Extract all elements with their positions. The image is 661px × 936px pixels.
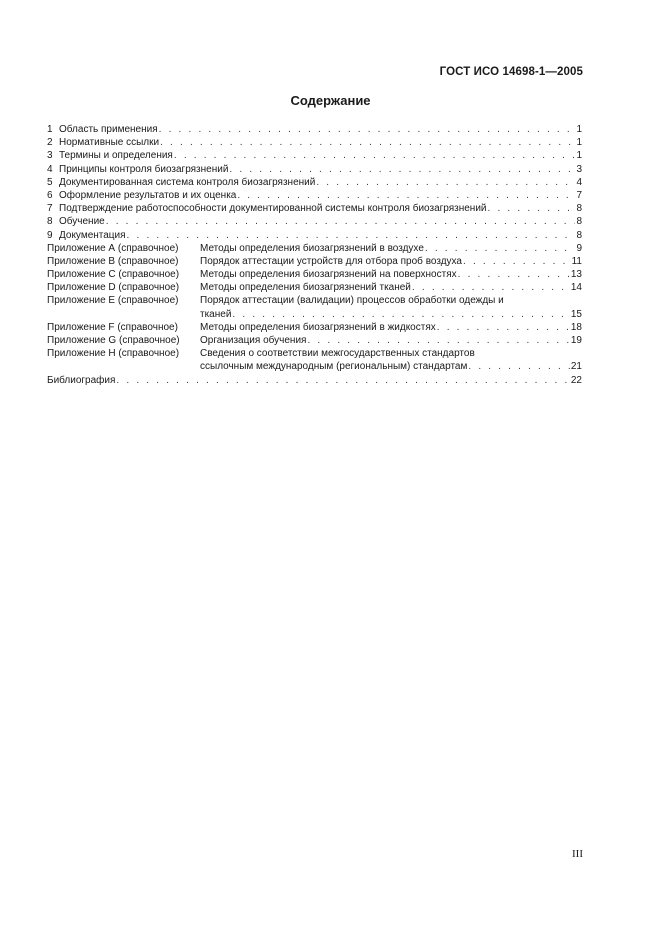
toc-entry-label: Документированная система контроля биозагрязнений <box>59 176 316 188</box>
toc-entry-page: 11 <box>571 255 582 267</box>
toc-entry-appendix-g[interactable] <box>47 334 582 347</box>
toc-entry-section-5[interactable]: 5 Документированная система контроля биозагрязнений . . . 4 <box>47 176 582 189</box>
toc-entry-section-6[interactable]: 6 Оформление результатов и их оценка . . . 7 <box>47 189 582 202</box>
toc-entry-label: Методы определения биозагрязнений в воздухе <box>200 242 424 254</box>
toc-entry-label: Порядок аттестации устройств для отбора проб воздуха <box>200 255 462 267</box>
toc-entry-label: Методы определения биозагрязнений тканей <box>200 282 411 294</box>
page-number: III <box>572 848 583 860</box>
toc-entry-page: 15 <box>570 308 582 320</box>
toc-entry-page: 1 <box>576 124 582 135</box>
toc-entry-appendix-d[interactable] <box>47 281 582 294</box>
toc-entry-page: 3 <box>576 163 582 175</box>
toc-entry-page: 1 <box>576 137 582 149</box>
toc-entry-label-continued: ссылочным международным (региональным) стандартам <box>200 361 468 373</box>
toc-entry-appendix-f[interactable] <box>47 321 582 334</box>
toc-entry-prefix: Приложение D (справочное) <box>47 282 180 294</box>
toc-entry-prefix: Приложение Н (справочное) <box>47 348 180 360</box>
toc-entry-page: 19 <box>570 335 582 346</box>
toc-entry-page: 8 <box>576 203 582 215</box>
toc-entry-label: Принципы контроля биозагрязнений <box>59 163 229 175</box>
toc-entry-section-2[interactable]: 2 Нормативные ссылки . . . 1 <box>47 136 582 149</box>
toc-entry-page: 13 <box>570 269 582 281</box>
toc-entry-label: Библиография <box>47 374 116 386</box>
toc-entry-prefix: Приложение Е (справочное) <box>47 295 179 307</box>
toc-entry-page: 18 <box>570 321 582 333</box>
toc-entry-prefix: Приложение В (справочное) <box>47 255 179 267</box>
toc-entry-appendix-b[interactable] <box>47 255 582 268</box>
toc-entry-label: Сведения о соответствии межгосударственных стандартов <box>200 348 475 360</box>
toc-entry-section-3[interactable]: 3 Термины и определения . . . 1 <box>47 149 582 162</box>
toc-entry-label: Нормативные ссылки <box>59 137 160 149</box>
toc-entry-page: 21 <box>570 361 582 373</box>
toc-entry-label: Обучение <box>59 216 105 228</box>
toc-entry-section-7[interactable]: 7 Подтверждение работоспособности документированной системы контроля биозагрязнений . . . 8 <box>47 202 582 215</box>
toc-entry-label: Порядок аттестации (валидации) процессов обработки одежды и <box>200 295 504 307</box>
toc-entry-appendix-e[interactable] <box>47 294 582 307</box>
toc-entry-label-continued: тканей <box>200 308 232 320</box>
toc-entry-label: Термины и определения <box>59 150 173 162</box>
toc-entry-label: Область применения <box>59 124 158 135</box>
toc-entry-label: Методы определения биозагрязнений в жидкостях <box>200 321 436 333</box>
toc-entry-section-9[interactable]: 9 Документация . . . 8 <box>47 229 582 242</box>
toc-entry-label: Организация обучения <box>200 335 307 346</box>
toc-entry-appendix-a[interactable] <box>47 242 582 255</box>
toc-entry-section-8[interactable]: 8 Обучение . . . 8 <box>47 215 582 228</box>
toc-entry-page: 8 <box>576 216 582 228</box>
toc-entry-appendix-e-cont[interactable] <box>47 308 582 321</box>
toc-entry-label: Методы определения биозагрязнений на поверхностях <box>200 269 457 281</box>
toc-entry-page: 22 <box>570 374 582 386</box>
toc-entry-prefix: Приложение G (справочное) <box>47 335 180 346</box>
toc-entry-prefix: Приложение С (справочное) <box>47 269 180 281</box>
toc-entry-page: 7 <box>576 189 582 201</box>
toc-entry-label: Документация <box>59 229 126 241</box>
toc-entry-appendix-h-cont[interactable] <box>47 360 582 373</box>
toc-entry-section-4[interactable]: 4 Принципы контроля биозагрязнений . . . 3 <box>47 163 582 176</box>
toc-entry-page: 1 <box>576 150 582 162</box>
toc-entry-page: 14 <box>570 282 582 294</box>
toc-entry-page: 4 <box>576 176 582 188</box>
page-header-code: ГОСТ ИСО 14698-1—2005 <box>439 66 583 78</box>
toc-entry-label: Оформление результатов и их оценка <box>59 189 237 201</box>
table-of-contents <box>47 123 582 387</box>
toc-title: Содержание <box>290 93 371 108</box>
toc-entry-appendix-h[interactable] <box>47 347 582 360</box>
toc-entry-bibliography[interactable] <box>47 374 582 387</box>
toc-entry-page: 8 <box>576 229 582 241</box>
toc-entry-prefix: Приложение А (справочное) <box>47 242 179 254</box>
toc-entry-section-1[interactable]: 1 Область применения . . . 1 <box>47 123 582 136</box>
toc-entry-label: Подтверждение работоспособности документированной системы контроля биозагрязнений <box>59 203 487 215</box>
toc-entry-appendix-c[interactable] <box>47 268 582 281</box>
toc-entry-page: 9 <box>576 242 582 254</box>
toc-entry-prefix: Приложение F (справочное) <box>47 321 178 333</box>
